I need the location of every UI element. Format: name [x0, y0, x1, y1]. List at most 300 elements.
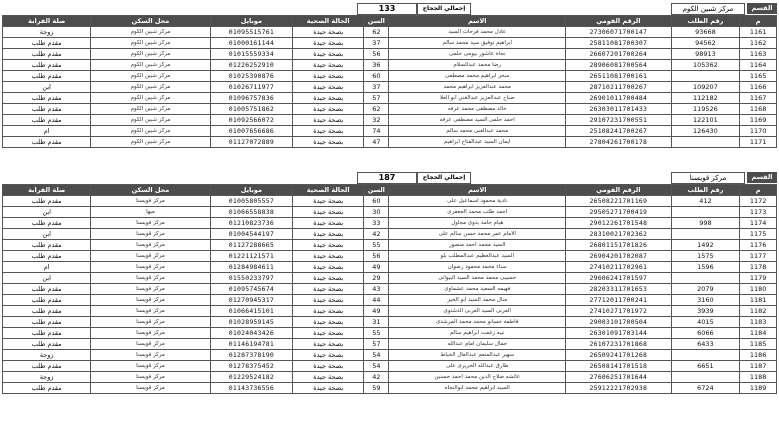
health-status: بصحة جيدة [293, 306, 364, 317]
person-name: سهير عبدالمنعم عبدالعال الخياط [389, 350, 566, 361]
person-name: عائشه صلاح الدين محمد احمد حسنين [389, 372, 566, 383]
request-number [671, 350, 740, 361]
person-name: السيد محمد احمد منصور [389, 240, 566, 251]
person-name: احمد حلمى السيد مصطفى عرفه [389, 115, 566, 126]
center-label: القسم [747, 3, 777, 14]
relation: مقدم طلب [3, 137, 91, 148]
age: 55 [364, 328, 389, 339]
row-number: 1173 [740, 207, 777, 218]
relation: ابن [3, 229, 91, 240]
mobile-number: 01127288665 [210, 240, 293, 251]
residence: مركز قويسنا [91, 328, 210, 339]
row-number: 1170 [740, 126, 777, 137]
person-name: الامام عمر محمد حسن سالم على [389, 229, 566, 240]
request-number: 112182 [671, 93, 740, 104]
relation: مقدم طلب [3, 93, 91, 104]
residence: ميها [91, 207, 210, 218]
table-row [3, 71, 777, 82]
health-status: بصحة جيدة [293, 317, 364, 328]
person-name: فاطمه حسانو محمد محمد المرشدى [389, 317, 566, 328]
table-row [3, 251, 777, 262]
residence: مركز قويسنا [91, 306, 210, 317]
residence: مركز شبين الكوم [91, 93, 210, 104]
national-id: 26607201700264 [566, 49, 671, 60]
request-number: 6651 [671, 361, 740, 372]
national-id: 28906081700564 [566, 60, 671, 71]
mobile-number: 01287378190 [210, 350, 293, 361]
center-name: مركز شبين الكوم [671, 3, 745, 15]
mobile-number: 01146194781 [210, 339, 293, 350]
row-number: 1176 [740, 240, 777, 251]
health-status: بصحة جيدة [293, 38, 364, 49]
table-row [3, 49, 777, 60]
national-id: 29003101700504 [566, 317, 671, 328]
row-number: 1162 [740, 38, 777, 49]
residence: مركز شبين الكوم [91, 104, 210, 115]
mobile-number: 01550233797 [210, 273, 293, 284]
relation: مقدم طلب [3, 328, 91, 339]
relation: مقدم طلب [3, 306, 91, 317]
request-number: 3160 [671, 295, 740, 306]
row-number: 1175 [740, 229, 777, 240]
residence: مركز شبين الكوم [91, 60, 210, 71]
national-id: 27606251701644 [566, 372, 671, 383]
person-name: محمد عبدالعزيز ابراهيم محمد [389, 82, 566, 93]
age: 31 [364, 317, 389, 328]
person-name: نادية محمود اسماعيل على [389, 196, 566, 207]
relation: مقدم طلب [3, 60, 91, 71]
table-header-row [3, 16, 777, 27]
residence: مركز قويسنا [91, 350, 210, 361]
health-status: بصحة جيدة [293, 137, 364, 148]
request-number: 6724 [671, 383, 740, 394]
national-id: 26303011701433 [566, 104, 671, 115]
column-header-name: الاسم [389, 185, 566, 196]
relation: مقدم طلب [3, 284, 91, 295]
mobile-number: 01028959145 [210, 317, 293, 328]
health-status: بصحة جيدة [293, 207, 364, 218]
request-number [671, 207, 740, 218]
row-number: 1186 [740, 350, 777, 361]
mobile-number: 01024043426 [210, 328, 293, 339]
national-id: 29012261701548 [566, 218, 671, 229]
age: 49 [364, 306, 389, 317]
age: 57 [364, 339, 389, 350]
request-number: 109207 [671, 82, 740, 93]
national-id: 26301091703144 [566, 328, 671, 339]
national-id: 27712011700241 [566, 295, 671, 306]
health-status: بصحة جيدة [293, 27, 364, 38]
health-status: بصحة جيدة [293, 196, 364, 207]
age: 42 [364, 372, 389, 383]
residence: مركز قويسنا [91, 284, 210, 295]
health-status: بصحة جيدة [293, 295, 364, 306]
person-name: محمد عبدالغنى محمد سالم [389, 126, 566, 137]
relation: مقدم طلب [3, 218, 91, 229]
table-row [3, 372, 777, 383]
column-header-rel: صلة القرابة [3, 185, 91, 196]
pilgrims-table-quesna [2, 184, 777, 394]
relation: مقدم طلب [3, 317, 91, 328]
mobile-number: 01092566072 [210, 115, 293, 126]
table-row [3, 27, 777, 38]
mobile-number: 01095745674 [210, 284, 293, 295]
health-status: بصحة جيدة [293, 93, 364, 104]
national-id: 28710211700267 [566, 82, 671, 93]
health-status: بصحة جيدة [293, 229, 364, 240]
mobile-number: 01284984611 [210, 262, 293, 273]
health-status: بصحة جيدة [293, 262, 364, 273]
age: 32 [364, 115, 389, 126]
age: 56 [364, 49, 389, 60]
age: 74 [364, 126, 389, 137]
request-number: 412 [671, 196, 740, 207]
row-number: 1188 [740, 372, 777, 383]
row-number: 1185 [740, 339, 777, 350]
table-row [3, 82, 777, 93]
table-row [3, 38, 777, 49]
relation: مقدم طلب [3, 71, 91, 82]
age: 37 [364, 38, 389, 49]
national-id: 27306071700147 [566, 27, 671, 38]
health-status: بصحة جيدة [293, 339, 364, 350]
health-status: بصحة جيدة [293, 71, 364, 82]
person-name: صباح عبدالعزيز عبدالغني ابو العلا [389, 93, 566, 104]
residence: مركز شبين الكوم [91, 49, 210, 60]
relation: مقدم طلب [3, 38, 91, 49]
request-number: 2079 [671, 284, 740, 295]
residence: مركز قويسنا [91, 273, 210, 284]
relation: ام [3, 126, 91, 137]
mobile-number: 01005805557 [210, 196, 293, 207]
person-name: سحر ابراهيم محمد مصطفى [389, 71, 566, 82]
national-id: 27804261700178 [566, 137, 671, 148]
row-number: 1189 [740, 383, 777, 394]
column-header-age: السن [364, 185, 389, 196]
age: 54 [364, 361, 389, 372]
person-name: فهيمه السعيد محمد عشماوى [389, 284, 566, 295]
mobile-number: 01278375452 [210, 361, 293, 372]
mobile-number: 01143736556 [210, 383, 293, 394]
health-status: بصحة جيدة [293, 104, 364, 115]
age: 37 [364, 82, 389, 93]
residence: مركز قويسنا [91, 218, 210, 229]
column-header-nat: الرقم القومي [566, 185, 671, 196]
health-status: بصحة جيدة [293, 240, 364, 251]
mobile-number: 01015559334 [210, 49, 293, 60]
column-header-reg: رقم الطلب [671, 185, 740, 196]
row-number: 1174 [740, 218, 777, 229]
national-id: 26107231701868 [566, 339, 671, 350]
relation: ام [3, 262, 91, 273]
column-header-health: الحالة الصحية [293, 16, 364, 27]
table-row [3, 383, 777, 394]
mobile-number: 01226252910 [210, 60, 293, 71]
row-number: 1179 [740, 273, 777, 284]
column-header-res: محل السكن [91, 185, 210, 196]
person-name: جمال سليمان امام عبدالله [389, 339, 566, 350]
column-header-rel: صلة القرابة [3, 16, 91, 27]
relation: ابن [3, 273, 91, 284]
age: 57 [364, 93, 389, 104]
table-row [3, 295, 777, 306]
health-status: بصحة جيدة [293, 82, 364, 93]
age: 54 [364, 350, 389, 361]
age: 33 [364, 218, 389, 229]
request-number: 1596 [671, 262, 740, 273]
request-number: 98913 [671, 49, 740, 60]
residence: مركز شبين الكوم [91, 137, 210, 148]
mobile-number: 01026711977 [210, 82, 293, 93]
residence: مركز شبين الكوم [91, 38, 210, 49]
table-row [3, 115, 777, 126]
person-name: نبيه زغمت ابراهيم سالم [389, 328, 566, 339]
row-number: 1183 [740, 317, 777, 328]
residence: مركز قويسنا [91, 251, 210, 262]
age: 36 [364, 60, 389, 71]
request-number [671, 273, 740, 284]
row-number: 1165 [740, 71, 777, 82]
table-row [3, 126, 777, 137]
national-id: 25108241700267 [566, 126, 671, 137]
row-number: 1184 [740, 328, 777, 339]
table-row [3, 196, 777, 207]
table-row [3, 306, 777, 317]
mobile-number: 01005751862 [210, 104, 293, 115]
residence: مركز شبين الكوم [91, 27, 210, 38]
row-number: 1172 [740, 196, 777, 207]
residence: مركز شبين الكوم [91, 82, 210, 93]
table-row [3, 284, 777, 295]
column-header-mob: موبايل [210, 185, 293, 196]
mobile-number: 01007656686 [210, 126, 293, 137]
column-header-reg: رقم الطلب [671, 16, 740, 27]
person-name: نجاة عاشور بيومى حلمى [389, 49, 566, 60]
national-id: 25811081700307 [566, 38, 671, 49]
person-name: سناء محمد محمود رضوان [389, 262, 566, 273]
person-name: ابراهيم توفيق سيد محمد سالم [389, 38, 566, 49]
table-row [3, 339, 777, 350]
person-name: هيام حامد بدوى مجاول [389, 218, 566, 229]
request-number: 6066 [671, 328, 740, 339]
health-status: بصحة جيدة [293, 115, 364, 126]
relation: مقدم طلب [3, 339, 91, 350]
relation: مقدم طلب [3, 251, 91, 262]
relation: ابن [3, 82, 91, 93]
residence: مركز قويسنا [91, 295, 210, 306]
age: 62 [364, 27, 389, 38]
health-status: بصحة جيدة [293, 273, 364, 284]
residence: مركز قويسنا [91, 339, 210, 350]
relation: مقدم طلب [3, 383, 91, 394]
row-number: 1169 [740, 115, 777, 126]
age: 47 [364, 137, 389, 148]
residence: مركز قويسنا [91, 196, 210, 207]
health-status: بصحة جيدة [293, 284, 364, 295]
row-number: 1177 [740, 251, 777, 262]
residence: مركز قويسنا [91, 383, 210, 394]
mobile-number: 01000161144 [210, 38, 293, 49]
request-number: 1575 [671, 251, 740, 262]
age: 59 [364, 383, 389, 394]
request-number: 122101 [671, 115, 740, 126]
relation: مقدم طلب [3, 49, 91, 60]
health-status: بصحة جيدة [293, 49, 364, 60]
relation: مقدم طلب [3, 361, 91, 372]
residence: مركز شبين الكوم [91, 115, 210, 126]
center-label: القسم [747, 172, 777, 183]
health-status: بصحة جيدة [293, 126, 364, 137]
residence: مركز شبين الكوم [91, 71, 210, 82]
table-header-row [3, 185, 777, 196]
table-row [3, 104, 777, 115]
age: 56 [364, 251, 389, 262]
age: 43 [364, 284, 389, 295]
health-status: بصحة جيدة [293, 361, 364, 372]
request-number: 94562 [671, 38, 740, 49]
age: 60 [364, 196, 389, 207]
person-name: حسيبى محمد محمد السيد البيوانى [389, 273, 566, 284]
request-number: 6433 [671, 339, 740, 350]
mobile-number: 01025390876 [210, 71, 293, 82]
national-id: 29107231700551 [566, 115, 671, 126]
person-name: رضا محمد عبدالسلام [389, 60, 566, 71]
national-id: 26511081700161 [566, 71, 671, 82]
residence: مركز شبين الكوم [91, 126, 210, 137]
table-row [3, 93, 777, 104]
person-name: عادل محمد فرحات السيد [389, 27, 566, 38]
person-name: السيد عبدالعظيم عبدالمطلب بلو [389, 251, 566, 262]
mobile-number: 01066415101 [210, 306, 293, 317]
relation: مقدم طلب [3, 240, 91, 251]
table-row [3, 60, 777, 71]
column-header-m: م [740, 185, 777, 196]
health-status: بصحة جيدة [293, 328, 364, 339]
mobile-number: 01229524182 [210, 372, 293, 383]
relation: مقدم طلب [3, 196, 91, 207]
request-number [671, 372, 740, 383]
residence: مركز قويسنا [91, 361, 210, 372]
age: 44 [364, 295, 389, 306]
row-number: 1167 [740, 93, 777, 104]
table-row [3, 218, 777, 229]
health-status: بصحة جيدة [293, 372, 364, 383]
mobile-number: 01127072889 [210, 137, 293, 148]
relation: زوجة [3, 27, 91, 38]
health-status: بصحة جيدة [293, 350, 364, 361]
request-number: 126430 [671, 126, 740, 137]
relation: مقدم طلب [3, 115, 91, 126]
relation: ابن [3, 207, 91, 218]
national-id: 27410211702961 [566, 262, 671, 273]
column-header-m: م [740, 16, 777, 27]
column-header-res: محل السكن [91, 16, 210, 27]
relation: زوجة [3, 372, 91, 383]
row-number: 1178 [740, 262, 777, 273]
national-id: 26508221701169 [566, 196, 671, 207]
mobile-number: 01004544197 [210, 229, 293, 240]
relation: مقدم طلب [3, 104, 91, 115]
age: 49 [364, 262, 389, 273]
age: 62 [364, 104, 389, 115]
row-number: 1164 [740, 60, 777, 71]
table-row [3, 328, 777, 339]
request-number: 4015 [671, 317, 740, 328]
person-name: منال محمد السيد ابو الخير [389, 295, 566, 306]
center-name: مركز قويسنا [671, 172, 745, 184]
row-number: 1181 [740, 295, 777, 306]
national-id: 28203311701653 [566, 284, 671, 295]
national-id: 26509241701268 [566, 350, 671, 361]
row-number: 1180 [740, 284, 777, 295]
pilgrims-table-shebin [2, 15, 777, 148]
table-row [3, 240, 777, 251]
residence: مركز قويسنا [91, 372, 210, 383]
age: 30 [364, 207, 389, 218]
table-row [3, 262, 777, 273]
health-status: بصحة جيدة [293, 251, 364, 262]
row-number: 1182 [740, 306, 777, 317]
table-row [3, 229, 777, 240]
national-id: 25912221702938 [566, 383, 671, 394]
age: 29 [364, 273, 389, 284]
relation: مقدم طلب [3, 295, 91, 306]
residence: مركز قويسنا [91, 262, 210, 273]
table-row [3, 317, 777, 328]
mobile-number: 01221121571 [210, 251, 293, 262]
national-id: 29505271700419 [566, 207, 671, 218]
row-number: 1161 [740, 27, 777, 38]
request-number: 119526 [671, 104, 740, 115]
national-id: 27410271701972 [566, 306, 671, 317]
column-header-health: الحالة الصحية [293, 185, 364, 196]
person-name: طارق عبدالله الحريرى على [389, 361, 566, 372]
request-number: 998 [671, 218, 740, 229]
total-value: 133 [357, 3, 417, 15]
table-row [3, 361, 777, 372]
row-number: 1166 [740, 82, 777, 93]
person-name: خالد مصطفى محمد عرفه [389, 104, 566, 115]
total-label: إجمالي الحجاج [417, 3, 471, 15]
age: 55 [364, 240, 389, 251]
national-id: 26801151701826 [566, 240, 671, 251]
request-number [671, 71, 740, 82]
column-header-mob: موبايل [210, 16, 293, 27]
section-header-shebin [2, 3, 777, 15]
request-number: 93668 [671, 27, 740, 38]
national-id: 26904201702087 [566, 251, 671, 262]
age: 42 [364, 229, 389, 240]
residence: مركز قويسنا [91, 317, 210, 328]
health-status: بصحة جيدة [293, 60, 364, 71]
national-id: 28310021702362 [566, 229, 671, 240]
age: 60 [364, 71, 389, 82]
row-number: 1168 [740, 104, 777, 115]
mobile-number: 01066558838 [210, 207, 293, 218]
national-id: 29606241701597 [566, 273, 671, 284]
national-id: 26901011700484 [566, 93, 671, 104]
residence: مركز قويسنا [91, 229, 210, 240]
person-name: السيد ابراهيم محمد ابوالنجاه [389, 383, 566, 394]
request-number [671, 137, 740, 148]
request-number: 105362 [671, 60, 740, 71]
total-label: إجمالي الحجاج [417, 172, 471, 184]
residence: مركز قويسنا [91, 240, 210, 251]
health-status: بصحة جيدة [293, 383, 364, 394]
column-header-name: الاسم [389, 16, 566, 27]
relation: زوجة [3, 350, 91, 361]
mobile-number: 01210823736 [210, 218, 293, 229]
